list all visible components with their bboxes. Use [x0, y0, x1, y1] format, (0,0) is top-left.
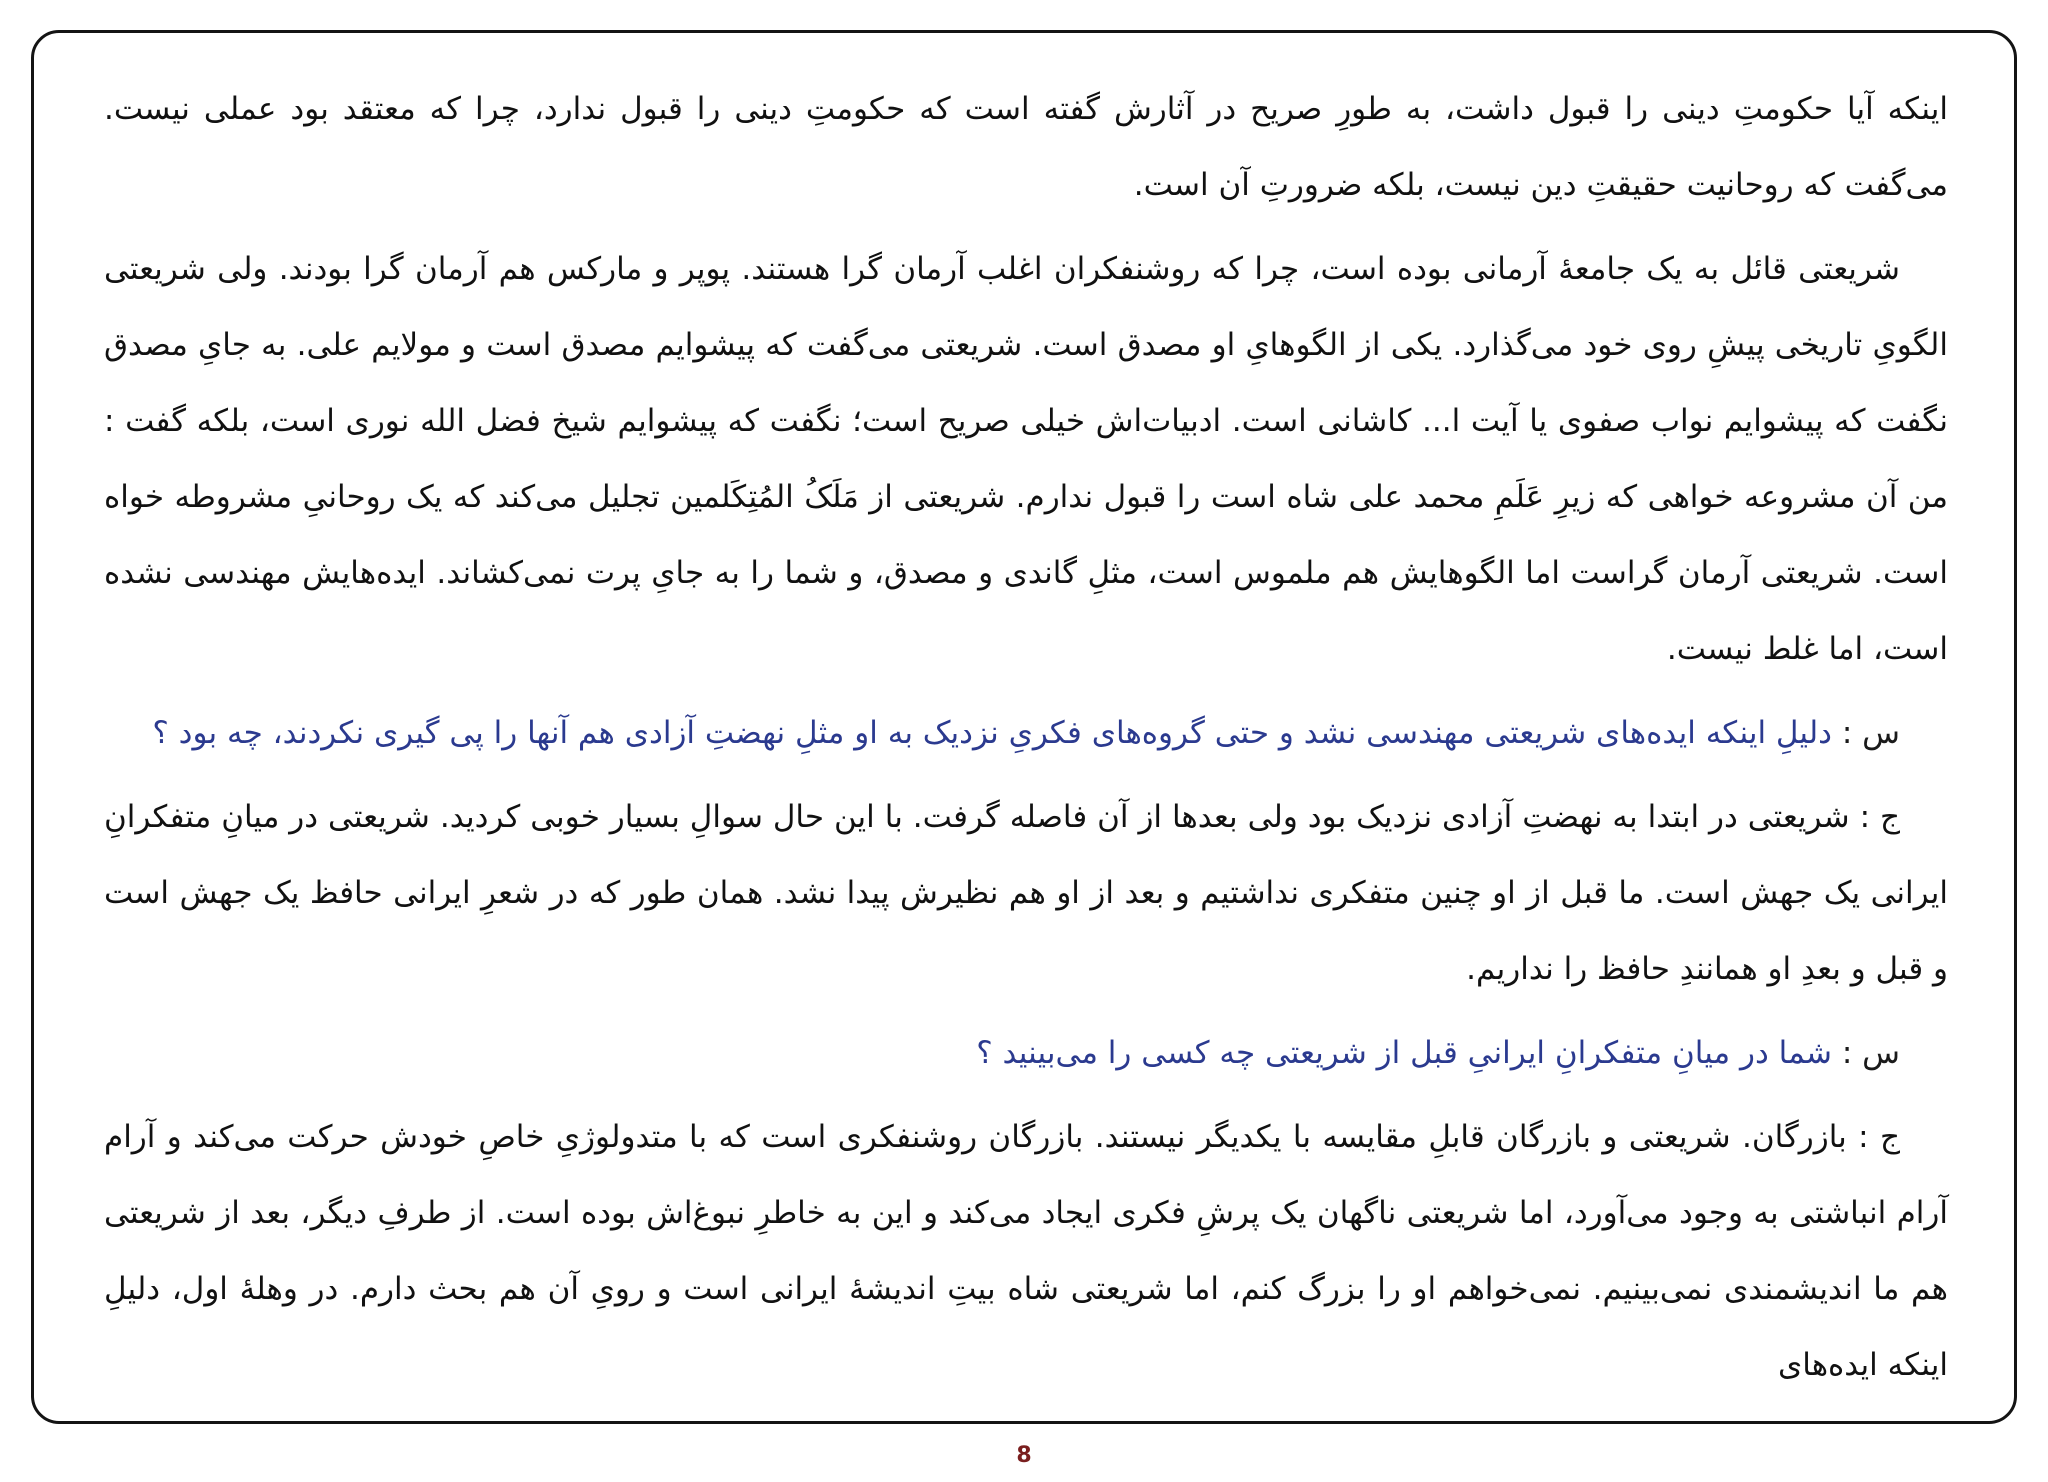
- answer-2: ج : بازرگان. شریعتی و بازرگان قابلِ مقایسه با یکدیگر نیستند. بازرگان روشنفکری است که با متدولوژیِ خاصِ خودش حرکت می‌کند و آرام آرام انباشتی به وجود می‌آورد، اما شریعتی ناگهان یک پرشِ فکری ایجاد می‌کند و این به خاطرِ نبوغ‌اش بوده است. از طرفِ دیگر، بعد از شریعتی هم ما اندیشمندی نمی‌بینیم. نمی‌خواهم او را بزرگ کنم، اما شریعتی شاه بیتِ اندیشهٔ ایرانی است و رویِ آن هم بحث دارم. در وهلهٔ اول، دلیلِ اینکه ایده‌های: [104, 1119, 1948, 1383]
- question-1-text: دلیلِ اینکه ایده‌های شریعتی مهندسی نشد و حتی گروه‌های فکریِ نزدیک به او مثلِ نهضتِ آزادی هم آنها را پی گیری نکردند، چه بود ؟: [152, 715, 1832, 751]
- article-body: [104, 71, 1948, 1411]
- paragraph-intro: اینکه آیا حکومتِ دینی را قبول داشت، به طورِ صریح در آثارش گفته است که حکومتِ دینی را قبول ندارد، چرا که معتقد بود عملی نیست. می‌گفت که روحانیت حقیقتِ دین نیست، بلکه ضرورتِ آن است.: [104, 91, 1948, 203]
- paragraph-shariati-ideals: شریعتی قائل به یک جامعهٔ آرمانی بوده است، چرا که روشنفکران اغلب آرمان گرا هستند. پوپر و مارکس هم آرمان گرا بودند. ولی شریعتی الگویِ تاریخی پیشِ روی خود می‌گذارد. یکی از الگوهایِ او مصدق است. شریعتی می‌گفت که پیشوایم مصدق است و مولایم علی. به جایِ مصدق نگفت که پیشوایم نواب صفوی یا آیت ا... کاشانی است. ادبیات‌اش خیلی صریح است؛ نگفت که پیشوایم شیخ فضل الله نوری است، بلکه گفت : من آن مشروعه خواهی که زیرِ عَلَمِ محمد علی شاه است را قبول ندارم. شریعتی از مَلَکُ المُتِکَلمین تجلیل می‌کند که یک روحانیِ مشروطه خواه است. شریعتی آرمان گراست اما الگوهایش هم ملموس است، مثلِ گاندی و مصدق، و شما را به جایِ پرت نمی‌کشاند. ایده‌هایش مهندسی نشده است، اما غلط نیست.: [104, 251, 1948, 667]
- question-1: [104, 695, 1948, 771]
- page-number: 8: [1016, 1443, 1032, 1468]
- question-2-text: شما در میانِ متفکرانِ ایرانیِ قبل از شریعتی چه کسی را می‌بینید ؟: [976, 1035, 1832, 1071]
- answer-1: ج : شریعتی در ابتدا به نهضتِ آزادی نزدیک بود ولی بعدها از آن فاصله گرفت. با این حال سوالِ بسیار خوبی کردید. شریعتی در میانِ متفکرانِ ایرانی یک جهش است. ما قبل از او چنین متفکری نداشتیم و بعد از او هم نظیرش پیدا نشد. همان طور که در شعرِ ایرانی حافظ یک جهش است و قبل و بعدِ او همانندِ حافظ را نداریم.: [104, 799, 1948, 987]
- question-1-prefix: س :: [1832, 715, 1900, 751]
- question-2: [104, 1015, 1948, 1091]
- page-frame: [31, 30, 2017, 1424]
- question-2-prefix: س :: [1832, 1035, 1900, 1071]
